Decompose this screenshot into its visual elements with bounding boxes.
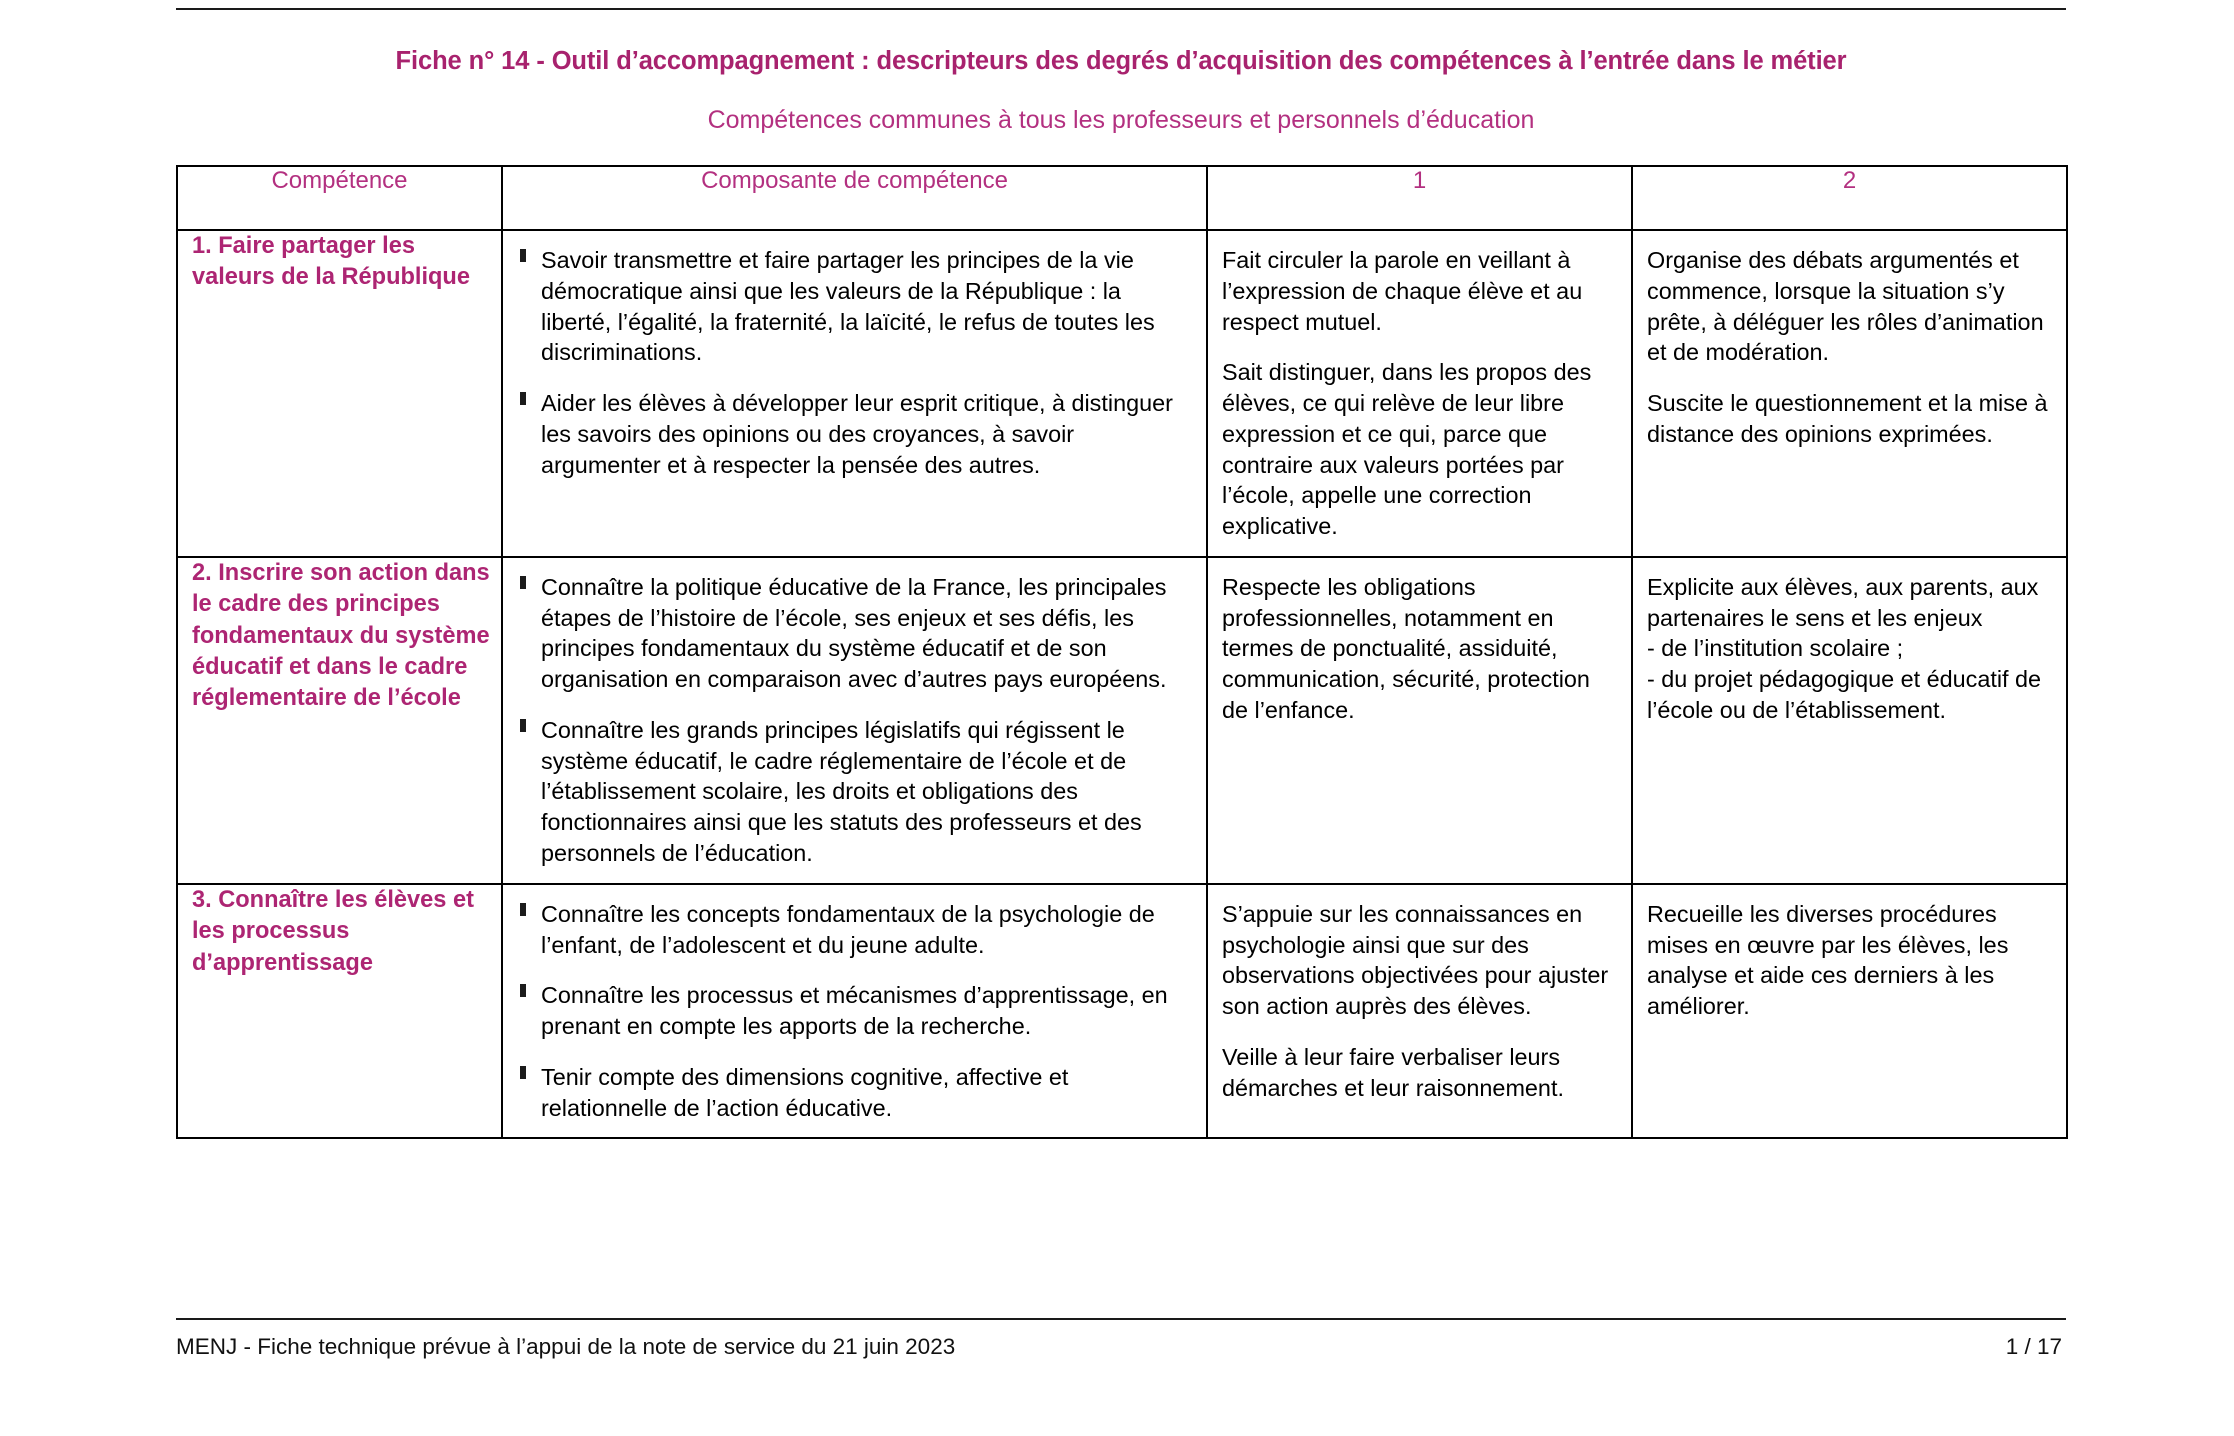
header-composante: Composante de compétence	[502, 166, 1207, 230]
degree-2-content	[1633, 885, 2066, 1036]
composante-list	[503, 885, 1206, 1138]
cell-degree-1	[1207, 557, 1632, 884]
header-degree-2: 2	[1632, 166, 2067, 230]
bullet-icon	[520, 249, 526, 262]
list-item-text: Aider les élèves à développer leur esprit critique, à distinguer les savoirs des opinions ou des croyances, à savoir argumenter et à respecter la pensée des autres.	[541, 390, 1173, 478]
bullet-icon	[520, 392, 526, 405]
degree-2-content	[1633, 558, 2066, 740]
bullet-icon	[520, 984, 526, 997]
list-item-text: Connaître la politique éducative de la France, les principales étapes de l’histoire de l’école, ses enjeux et ses défis, les principes fondamentaux du système éducatif et de son organisation en comparaison avec d’autres pays européens.	[541, 573, 1167, 693]
footer-page-number: 1 / 17	[2005, 1334, 2062, 1359]
document-title: Fiche n° 14 - Outil d’accompagnement : descripteurs des degrés d’acquisition des compétences à l’entrée dans le métier	[395, 47, 1847, 75]
list-item-text: Tenir compte des dimensions cognitive, affective et relationnelle de l’action éducative.	[541, 1063, 1069, 1121]
list-item-text: Savoir transmettre et faire partager les principes de la vie démocratique ainsi que les valeurs de la République : la liberté, l’égalité, la fraternité, la laïcité, le refus de toutes les discriminations.	[541, 247, 1155, 366]
paragraph: Respecte les obligations professionnelles, notamment en termes de ponctualité, assiduité, communication, sécurité, protection de l’enfance.	[1222, 573, 1590, 723]
bullet-icon	[520, 719, 526, 732]
cell-degree-2	[1632, 230, 2067, 557]
list-item-text: Connaître les concepts fondamentaux de la psychologie de l’enfant, de l’adolescent et du jeune adulte.	[541, 900, 1155, 958]
cell-degree-2	[1632, 884, 2067, 1139]
competence-label: 1. Faire partager les valeurs de la République	[192, 233, 470, 291]
footer-rule	[176, 1318, 2066, 1320]
table-row	[177, 230, 2067, 557]
table-row	[177, 884, 2067, 1139]
degree-1-content	[1208, 231, 1631, 556]
page-footer	[176, 1334, 2066, 1360]
document-subtitle: Compétences communes à tous les professeurs et personnels d’éducation	[707, 105, 1535, 134]
list-item	[517, 245, 1190, 368]
paragraph: Fait circuler la parole en veillant à l’expression de chaque élève et au respect mutuel.	[1222, 247, 1583, 335]
competences-table	[176, 165, 2068, 1139]
degree-1-content	[1208, 885, 1631, 1118]
cell-degree-1	[1207, 884, 1632, 1139]
degree-1-content	[1208, 558, 1631, 740]
cell-degree-1	[1207, 230, 1632, 557]
title-block	[176, 46, 2066, 135]
cell-degree-2	[1632, 557, 2067, 884]
composante-list	[503, 558, 1206, 883]
competence-label: 3. Connaître les élèves et les processus d’apprentissage	[192, 886, 474, 976]
table-row	[177, 557, 2067, 884]
header-degree-1: 1	[1207, 166, 1632, 230]
paragraph: S’appuie sur les connaissances en psychologie ainsi que sur des observations objectivées pour ajuster son action auprès des élèves.	[1222, 900, 1609, 1020]
cell-competence	[177, 557, 502, 884]
cell-competence	[177, 230, 502, 557]
degree-2-content	[1633, 231, 2066, 489]
dash-item: - de l’institution scolaire ;	[1647, 635, 1904, 662]
list-item	[517, 1062, 1190, 1124]
list-item	[517, 899, 1190, 961]
paragraph: Suscite le questionnement et la mise à distance des opinions exprimées.	[1647, 390, 2048, 447]
header-competence: Compétence	[177, 166, 502, 230]
paragraph: Recueille les diverses procédures mises en œuvre par les élèves, les analyse et aide ces derniers à les améliorer.	[1647, 900, 2009, 1020]
footer-source-text: MENJ - Fiche technique prévue à l’appui de la note de service du 21 juin 2023	[176, 1334, 956, 1359]
list-item-text: Connaître les processus et mécanismes d’apprentissage, en prenant en compte les apports de la recherche.	[541, 982, 1168, 1040]
paragraph: Veille à leur faire verbaliser leurs démarches et leur raisonnement.	[1222, 1043, 1564, 1101]
list-item	[517, 388, 1190, 480]
paragraph: Explicite aux élèves, aux parents, aux partenaires le sens et les enjeux	[1647, 573, 2039, 631]
list-item	[517, 715, 1190, 869]
cell-composante	[502, 230, 1207, 557]
competence-label: 2. Inscrire son action dans le cadre des principes fondamentaux du système éducatif et dans le cadre réglementaire de l’école	[192, 559, 490, 712]
bullet-icon	[520, 1066, 526, 1079]
list-item	[517, 980, 1190, 1042]
table-header-row	[177, 166, 2067, 230]
cell-competence	[177, 884, 502, 1139]
bullet-icon	[520, 903, 526, 916]
list-item	[517, 572, 1190, 695]
bullet-icon	[520, 576, 526, 589]
paragraph: Organise des débats argumentés et commence, lorsque la situation s’y prête, à déléguer les rôles d’animation et de modération.	[1647, 247, 2044, 366]
table-body	[177, 230, 2067, 1138]
cell-composante	[502, 557, 1207, 884]
table-header	[177, 166, 2067, 230]
header-rule	[176, 8, 2066, 10]
dash-item: - du projet pédagogique et éducatif de l’école ou de l’établissement.	[1647, 666, 2042, 723]
composante-list	[503, 231, 1206, 494]
paragraph: Sait distinguer, dans les propos des élèves, ce qui relève de leur libre expression et ce qui, parce que contraire aux valeurs portées par l’école, appelle une correction explicative.	[1222, 359, 1592, 540]
cell-composante	[502, 884, 1207, 1139]
list-item-text: Connaître les grands principes législatifs qui régissent le système éducatif, le cadre réglementaire de l’école et de l’établissement scolaire, les droits et obligations des fonctionnaires ainsi que les statuts des professeurs et des personnels de l’éducation.	[541, 716, 1142, 867]
